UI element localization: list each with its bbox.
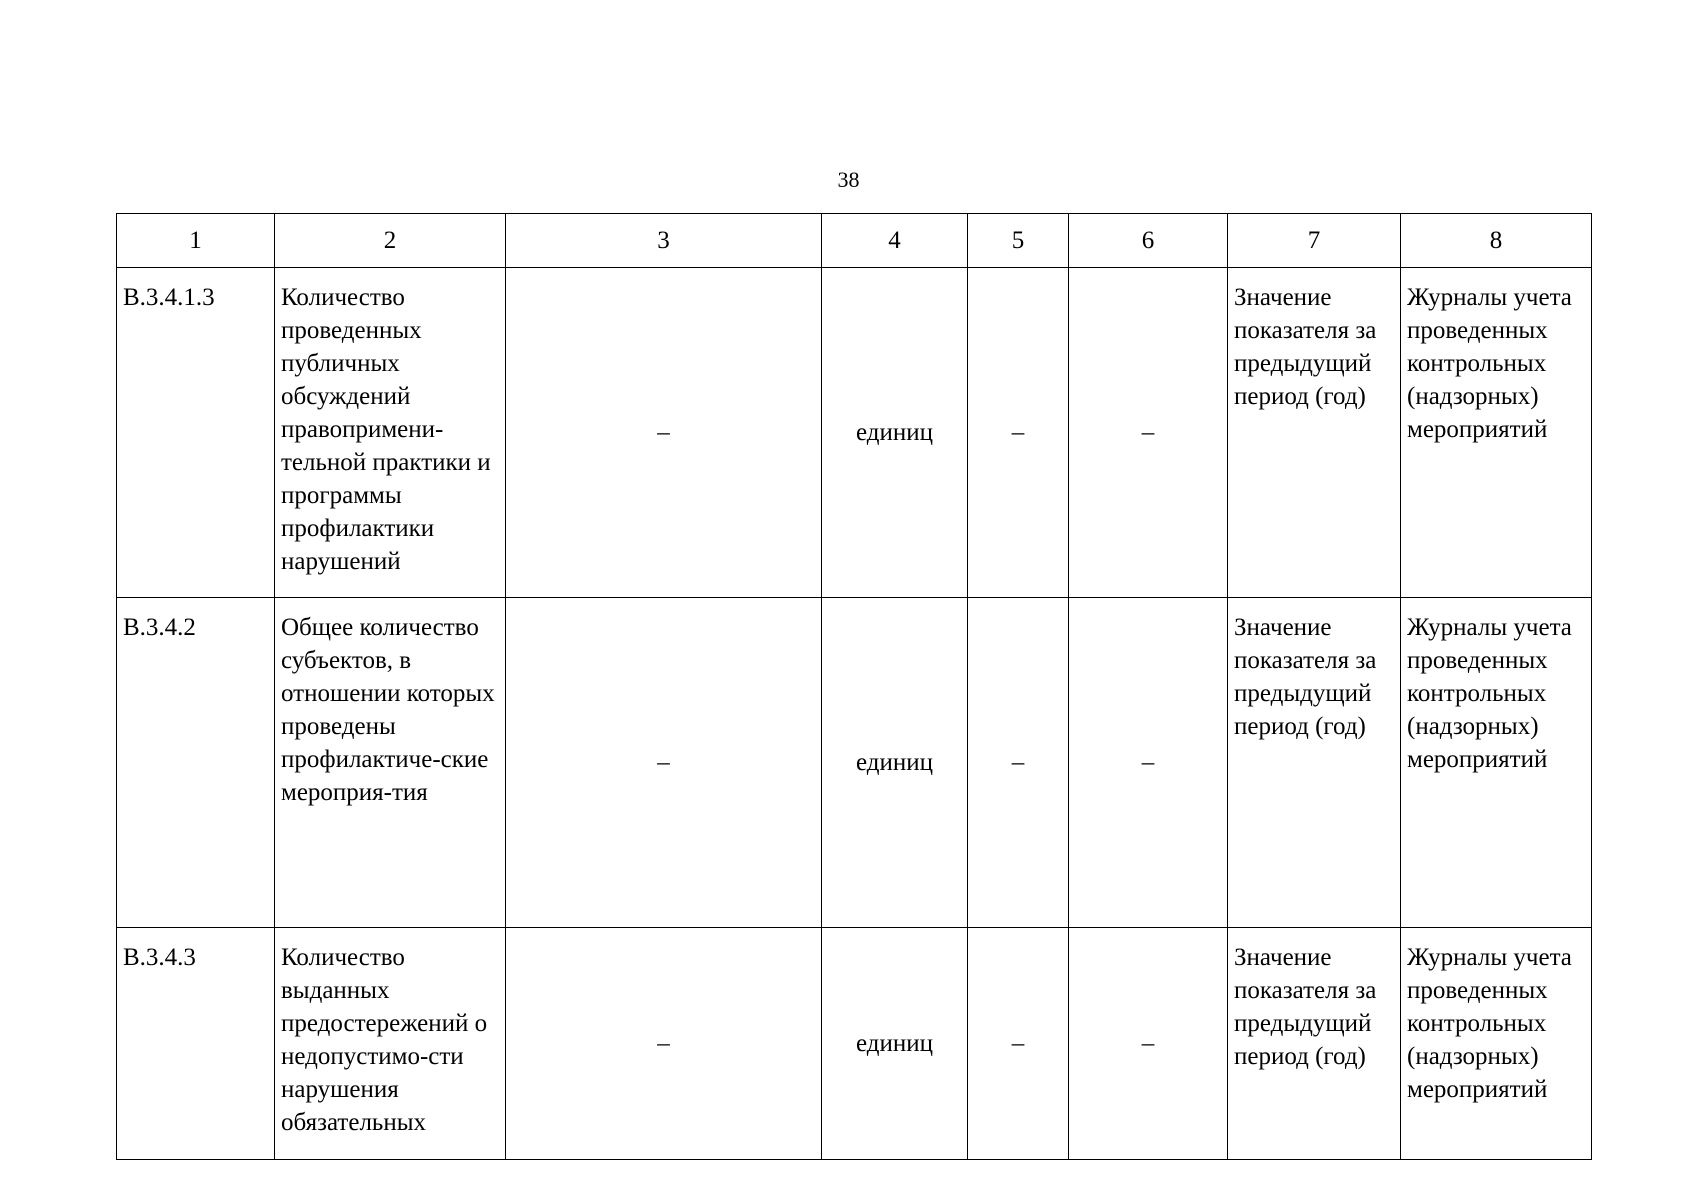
indicator-col5: –	[968, 928, 1069, 1160]
indicator-name: Количество выданных предостережений о недопустимо-сти нарушения обязательных	[275, 928, 506, 1160]
indicator-col3: –	[506, 928, 822, 1160]
page-number: 38	[837, 167, 860, 192]
column-header: 4	[822, 214, 968, 268]
column-header: 2	[275, 214, 506, 268]
indicator-col6: –	[1069, 268, 1228, 598]
indicator-col6: –	[1069, 928, 1228, 1160]
indicators-table	[116, 213, 1592, 1160]
indicator-name: Количество проведенных публичных обсуждений правопримени-тельной практики и программы профилактики нарушений	[275, 268, 506, 598]
column-header: 6	[1069, 214, 1228, 268]
indicator-code: В.3.4.1.3	[117, 268, 275, 598]
column-header: 1	[117, 214, 275, 268]
column-header: 5	[968, 214, 1069, 268]
indicator-period: Значение показателя за предыдущий период (год)	[1228, 598, 1401, 928]
indicator-code: В.3.4.2	[117, 598, 275, 928]
indicator-unit: единиц	[822, 928, 968, 1160]
indicator-code: В.3.4.3	[117, 928, 275, 1160]
indicator-unit: единиц	[822, 268, 968, 598]
indicator-period: Значение показателя за предыдущий период (год)	[1228, 928, 1401, 1160]
indicator-period: Значение показателя за предыдущий период (год)	[1228, 268, 1401, 598]
table-row	[117, 928, 1592, 1160]
indicator-col3: –	[506, 268, 822, 598]
indicator-col6: –	[1069, 598, 1228, 928]
indicator-name: Общее количество субъектов, в отношении которых проведены профилактиче-ские мероприя-тия	[275, 598, 506, 928]
table-header-row	[117, 214, 1592, 268]
table-row	[117, 268, 1592, 598]
indicator-source: Журналы учета проведенных контрольных (надзорных) мероприятий	[1401, 268, 1592, 598]
indicator-col5: –	[968, 268, 1069, 598]
column-header: 3	[506, 214, 822, 268]
indicator-source: Журналы учета проведенных контрольных (надзорных) мероприятий	[1401, 928, 1592, 1160]
table-row	[117, 598, 1592, 928]
indicator-unit: единиц	[822, 598, 968, 928]
column-header: 8	[1401, 214, 1592, 268]
indicator-col3: –	[506, 598, 822, 928]
indicator-col5: –	[968, 598, 1069, 928]
column-header: 7	[1228, 214, 1401, 268]
indicator-source: Журналы учета проведенных контрольных (надзорных) мероприятий	[1401, 598, 1592, 928]
